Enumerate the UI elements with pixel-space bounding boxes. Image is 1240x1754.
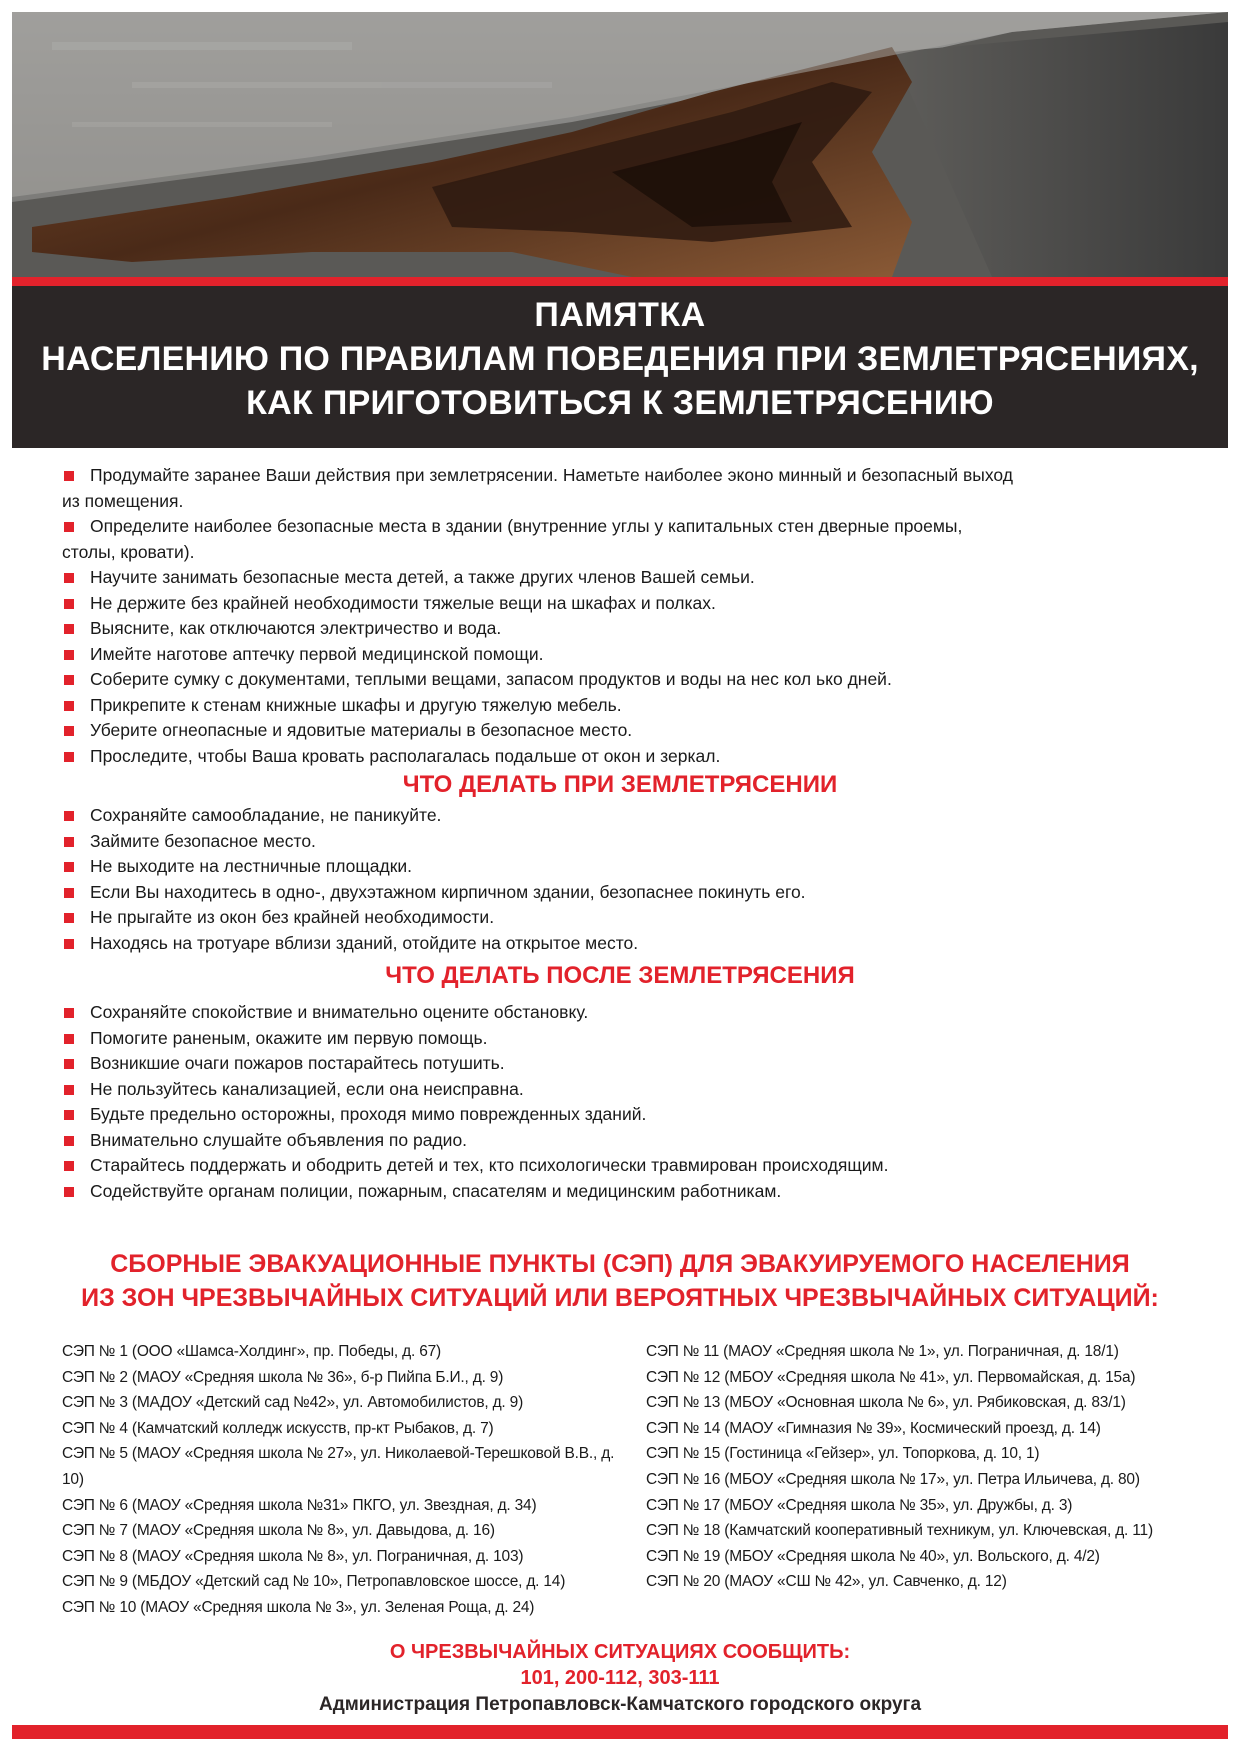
during-list (62, 803, 1182, 956)
list-item: Сохраняйте спокойствие и внимательно оцените обстановку. (62, 1000, 1182, 1026)
list-item: Содействуйте органам полиции, пожарным, спасателям и медицинским работникам. (62, 1179, 1182, 1205)
list-item: Не прыгайте из окон без крайней необходимости. (62, 905, 1182, 931)
red-square-bullet-icon (64, 599, 74, 609)
red-square-bullet-icon (64, 888, 74, 898)
list-item: Проследите, чтобы Ваша кровать располагалась подальше от окон и зеркал. (62, 744, 1182, 770)
top-red-bar (12, 277, 1228, 286)
sep-item: СЭП № 6 (МАОУ «Средняя школа №31» ПКГО, ул. Звездная, д. 34) (62, 1496, 537, 1514)
red-square-bullet-icon (64, 1161, 74, 1171)
red-square-bullet-icon (64, 624, 74, 634)
list-item: Не пользуйтесь канализацией, если она неисправна. (62, 1077, 1182, 1103)
sep-item: СЭП № 3 (МАДОУ «Детский сад №42», ул. Автомобилистов, д. 9) (62, 1394, 524, 1412)
sep-item: СЭП № 7 (МАОУ «Средняя школа № 8», ул. Давыдова, д. 16) (62, 1522, 495, 1540)
red-square-bullet-icon (64, 1059, 74, 1069)
red-square-bullet-icon (64, 726, 74, 736)
list-item: Будьте предельно осторожны, проходя мимо поврежденных зданий. (62, 1102, 1182, 1128)
sep-item: СЭП № 1 (ООО «Шамса-Холдинг», пр. Победы, д. 67) (62, 1343, 442, 1360)
red-square-bullet-icon (64, 573, 74, 583)
red-square-bullet-icon (64, 1187, 74, 1197)
sep-item: СЭП № 2 (МАОУ «Средняя школа № 36», б-р Пийпа Б.И., д. 9) (62, 1368, 504, 1386)
bottom-red-bar (12, 1725, 1228, 1739)
administration-name: Администрация Петропавловск-Камчатского городского округа (318, 1694, 922, 1715)
red-square-bullet-icon (64, 837, 74, 847)
sep-heading-line2: ИЗ ЗОН ЧРЕЗВЫЧАЙНЫХ СИТУАЦИЙ ИЛИ ВЕРОЯТНЫХ ЧРЕЗВЫЧАЙНЫХ СИТУАЦИЙ: (81, 1284, 1159, 1312)
red-square-bullet-icon (64, 939, 74, 949)
red-square-bullet-icon (64, 1085, 74, 1095)
list-item: Займите безопасное место. (62, 829, 1182, 855)
sep-heading (0, 1247, 1240, 1315)
page-title: ПАМЯТКА (534, 296, 706, 334)
red-square-bullet-icon (64, 752, 74, 762)
sep-item: СЭП № 18 (Камчатский кооперативный техникум, ул. Ключевская, д. 11) (646, 1522, 1153, 1540)
after-heading: ЧТО ДЕЛАТЬ ПОСЛЕ ЗЕМЛЕТРЯСЕНИЯ (385, 962, 855, 989)
page-subtitle-line1: НАСЕЛЕНИЮ ПО ПРАВИЛАМ ПОВЕДЕНИЯ ПРИ ЗЕМЛЕТРЯСЕНИЯХ, (41, 340, 1199, 378)
red-square-bullet-icon (64, 913, 74, 923)
sep-item: СЭП № 19 (МБОУ «Средняя школа № 40», ул. Вольского, д. 4/2) (646, 1547, 1100, 1565)
prepare-list (62, 463, 1182, 769)
list-item: Выясните, как отключаются электричество и вода. (62, 616, 1182, 642)
sep-heading-line1: СБОРНЫЕ ЭВАКУАЦИОННЫЕ ПУНКТЫ (СЭП) ДЛЯ ЭВАКУИРУЕМОГО НАСЕЛЕНИЯ (110, 1250, 1130, 1278)
list-item: Если Вы находитесь в одно-, двухэтажном кирпичном здании, безопаснее покинуть его. (62, 880, 1182, 906)
sep-item: СЭП № 5 (МАОУ «Средняя школа № 27», ул. Николаевой-Терешковой В.В., д. 10) (62, 1445, 615, 1488)
earthquake-crack-illustration (12, 12, 1228, 277)
title-banner (12, 286, 1228, 448)
list-item: Возникшие очаги пожаров постарайтесь потушить. (62, 1051, 1182, 1077)
list-item: Находясь на тротуаре вблизи зданий, отойдите на открытое место. (62, 931, 1182, 957)
report-heading: О ЧРЕЗВЫЧАЙНЫХ СИТУАЦИЯХ СООБЩИТЬ: (389, 1641, 851, 1663)
sep-item: СЭП № 16 (МБОУ «Средняя школа № 17», ул. Петра Ильичева, д. 80) (646, 1470, 1140, 1488)
sep-item: СЭП № 14 (МАОУ «Гимназия № 39», Космический проезд, д. 14) (646, 1419, 1101, 1437)
sep-item: СЭП № 10 (МАОУ «Средняя школа № 3», ул. Зеленая Роща, д. 24) (62, 1598, 535, 1616)
sep-list-left (62, 1339, 622, 1621)
red-square-bullet-icon (64, 862, 74, 872)
sep-item: СЭП № 11 (МАОУ «Средняя школа № 1», ул. Пограничная, д. 18/1) (646, 1343, 1119, 1360)
sep-item: СЭП № 15 (Гостиница «Гейзер», ул. Топоркова, д. 10, 1) (646, 1445, 1040, 1463)
page-subtitle-line2: КАК ПРИГОТОВИТЬСЯ К ЗЕМЛЕТРЯСЕНИЮ (246, 384, 994, 422)
list-item: Имейте наготове аптечку первой медицинской помощи. (62, 642, 1182, 668)
red-square-bullet-icon (64, 1110, 74, 1120)
red-square-bullet-icon (64, 522, 74, 532)
red-square-bullet-icon (64, 675, 74, 685)
red-square-bullet-icon (64, 811, 74, 821)
list-item: Научите занимать безопасные места детей, а также других членов Вашей семьи. (62, 565, 1182, 591)
red-square-bullet-icon (64, 1034, 74, 1044)
red-square-bullet-icon (64, 650, 74, 660)
sep-item: СЭП № 9 (МБДОУ «Детский сад № 10», Петропавловское шоссе, д. 14) (62, 1573, 566, 1591)
list-item: Помогите раненым, окажите им первую помощь. (62, 1026, 1182, 1052)
list-item: Внимательно слушайте объявления по радио. (62, 1128, 1182, 1154)
sep-item: СЭП № 13 (МБОУ «Основная школа № 6», ул. Рябиковская, д. 83/1) (646, 1394, 1126, 1412)
red-square-bullet-icon (64, 1136, 74, 1146)
sep-item: СЭП № 20 (МАОУ «СШ № 42», ул. Савченко, д. 12) (646, 1573, 1007, 1591)
list-item: Не держите без крайней необходимости тяжелые вещи на шкафах и полках. (62, 591, 1182, 617)
sep-item: СЭП № 4 (Камчатский колледж искусств, пр-кт Рыбаков, д. 7) (62, 1419, 494, 1437)
sep-item: СЭП № 17 (МБОУ «Средняя школа № 35», ул. Дружбы, д. 3) (646, 1496, 1073, 1514)
sep-item: СЭП № 12 (МБОУ «Средняя школа № 41», ул. Первомайская, д. 15а) (646, 1368, 1136, 1386)
sep-list-right (646, 1339, 1236, 1595)
after-list (62, 1000, 1182, 1204)
list-item: Определите наиболее безопасные места в здании (внутренние углы у капитальных стен дверные проемы, столы, кровати). (62, 516, 963, 562)
earthquake-crack-photo (12, 12, 1228, 277)
list-item: Сохраняйте самообладание, не паникуйте. (62, 803, 1182, 829)
during-heading: ЧТО ДЕЛАТЬ ПРИ ЗЕМЛЕТРЯСЕНИИ (402, 771, 838, 798)
list-item: Прикрепите к стенам книжные шкафы и другую тяжелую мебель. (62, 693, 1182, 719)
list-item: Не выходите на лестничные площадки. (62, 854, 1182, 880)
red-square-bullet-icon (64, 701, 74, 711)
list-item: Старайтесь поддержать и ободрить детей и тех, кто психологически травмирован происходящим. (62, 1153, 1182, 1179)
list-item: Уберите огнеопасные и ядовитые материалы в безопасное место. (62, 718, 1182, 744)
red-square-bullet-icon (64, 471, 74, 481)
list-item: Соберите сумку с документами, теплыми вещами, запасом продуктов и воды на нес кол ько дней. (62, 667, 1182, 693)
list-item: Продумайте заранее Ваши действия при землетрясении. Наметьте наиболее эконо минный и безопасный выход из помещения. (62, 465, 1013, 511)
red-square-bullet-icon (64, 1008, 74, 1018)
emergency-phones: 101, 200-112, 303-111 (520, 1667, 720, 1689)
sep-item: СЭП № 8 (МАОУ «Средняя школа № 8», ул. Пограничная, д. 103) (62, 1547, 524, 1565)
